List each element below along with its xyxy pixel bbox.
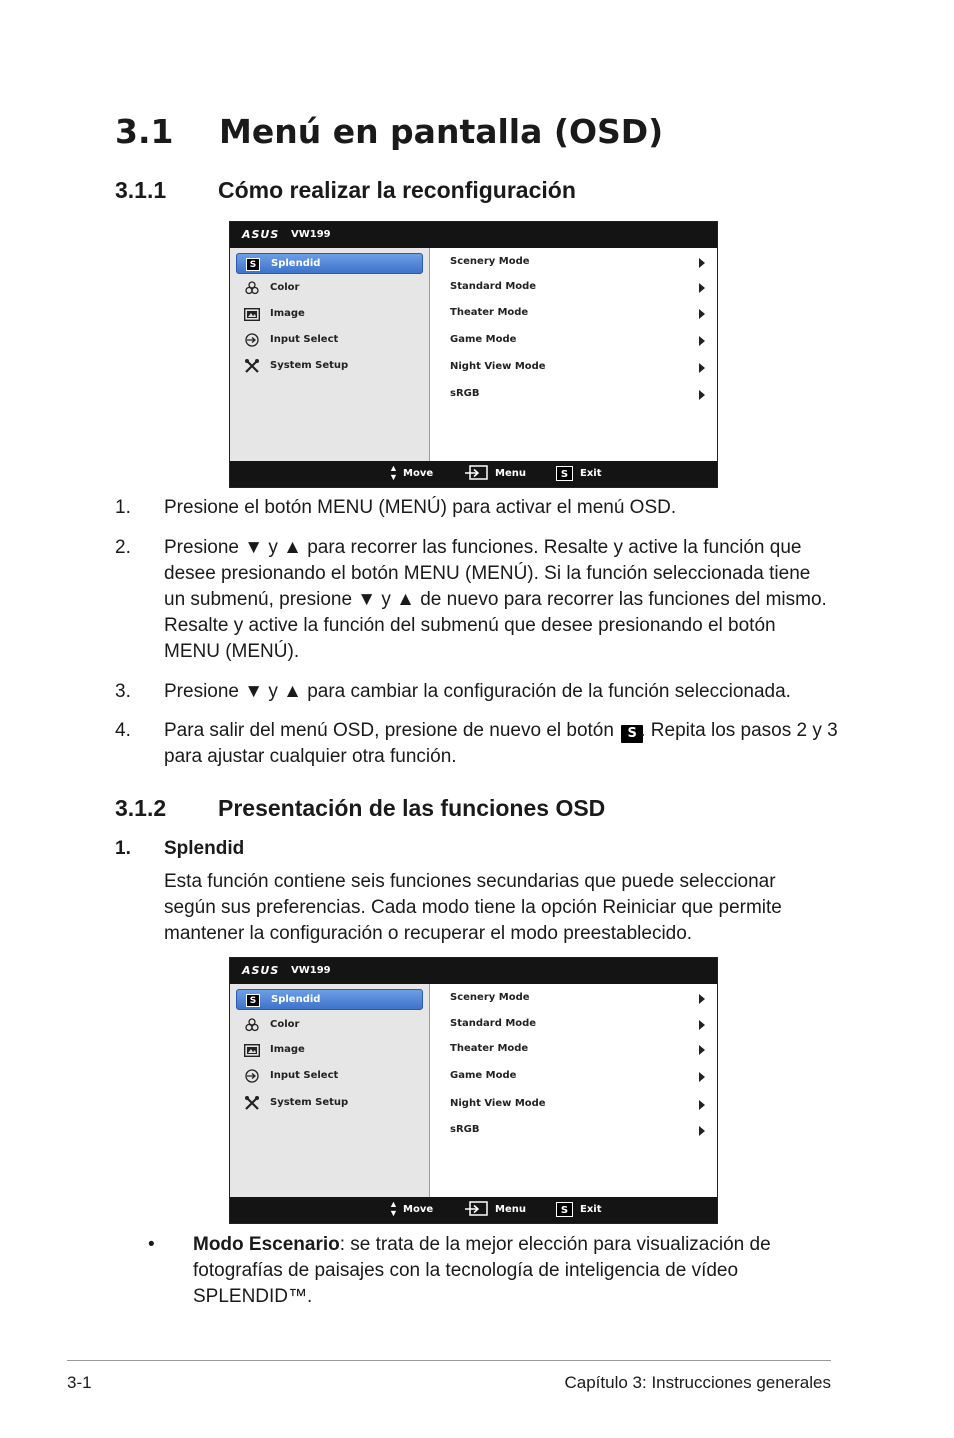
osd-main-menu bbox=[230, 248, 430, 461]
osd-menu-item-input-select[interactable] bbox=[236, 330, 423, 351]
image-icon bbox=[244, 307, 260, 321]
osd-menu-item-system-setup[interactable] bbox=[236, 1093, 423, 1114]
page-number: 3-1 bbox=[67, 1373, 92, 1392]
osd-menu-label: Input Select bbox=[270, 334, 339, 345]
step-text: Presione el botón MENU (MENÚ) para activar el menú OSD. bbox=[164, 497, 677, 518]
input-arrow-icon bbox=[244, 1069, 260, 1083]
osd-footer-menu: Menu bbox=[495, 1204, 526, 1215]
osd-menu-label: Image bbox=[270, 1044, 305, 1055]
feature-title: Splendid bbox=[164, 838, 245, 859]
osd-submenu-item[interactable]: Standard Mode bbox=[450, 280, 705, 298]
osd-menu-label: Input Select bbox=[270, 1070, 339, 1081]
arrow-right-icon bbox=[699, 1045, 705, 1055]
arrow-right-icon bbox=[699, 258, 705, 268]
osd-submenu-item[interactable]: Theater Mode bbox=[450, 1042, 705, 1060]
bullet-description: : se trata de la mejor elección para visualización de fotografías de paisajes con la tecnología de inteligencia de vídeo SPLENDID™. bbox=[193, 1234, 771, 1307]
arrow-right-icon bbox=[699, 1072, 705, 1082]
feature-number: 1. bbox=[115, 838, 131, 859]
osd-menu-item-color[interactable] bbox=[236, 278, 423, 299]
step-number: 4. bbox=[115, 720, 131, 741]
osd-menu-item-splendid[interactable] bbox=[236, 253, 423, 274]
s-key-icon: S bbox=[621, 725, 643, 743]
footer-divider bbox=[67, 1360, 831, 1361]
step-text: Presione ▼ y ▲ para cambiar la configuración de la función seleccionada. bbox=[164, 681, 791, 702]
bullet-term: Modo Escenario bbox=[193, 1234, 340, 1255]
chapter-footer: Capítulo 3: Instrucciones generales bbox=[564, 1373, 831, 1392]
arrow-right-icon bbox=[699, 309, 705, 319]
osd-submenu-item[interactable]: Game Mode bbox=[450, 333, 705, 351]
step-text: Presione ▼ y ▲ para recorrer las funciones. Resalte y active la función que desee presionando el botón MENU (MENÚ). Si la función seleccionada tiene un submenú, presione ▼ y ▲ de nuevo para recorrer las funciones del mismo. Resalte y active la función del submenú que desee presionando el botón MENU (MENÚ). bbox=[164, 537, 827, 662]
osd-menu-item-image[interactable] bbox=[236, 304, 423, 325]
osd-model: VW199 bbox=[291, 965, 331, 976]
osd-main-menu bbox=[230, 984, 430, 1197]
s-key-icon: S bbox=[245, 993, 261, 1007]
osd-footer-exit: Exit bbox=[580, 468, 602, 479]
arrow-right-icon bbox=[699, 994, 705, 1004]
osd-title-bar bbox=[230, 222, 717, 248]
osd-submenu-item[interactable]: Scenery Mode bbox=[450, 255, 705, 273]
chapter-heading bbox=[115, 112, 815, 157]
osd-footer-bar bbox=[230, 1197, 717, 1223]
osd-screenshot-2 bbox=[229, 957, 718, 1224]
osd-menu-label: Image bbox=[270, 308, 305, 319]
image-icon bbox=[244, 1043, 260, 1057]
wrench-icon bbox=[244, 359, 260, 373]
osd-menu-item-image[interactable] bbox=[236, 1040, 423, 1061]
section-heading-osd-functions bbox=[115, 795, 815, 825]
arrow-right-icon bbox=[699, 283, 705, 293]
step-text bbox=[164, 718, 839, 770]
osd-footer-move: Move bbox=[403, 468, 434, 479]
wrench-icon bbox=[244, 1096, 260, 1110]
osd-submenu-item[interactable]: Game Mode bbox=[450, 1069, 705, 1087]
s-key-icon: S bbox=[245, 257, 261, 271]
step-text-part: Para salir del menú OSD, presione de nuevo el botón bbox=[164, 720, 614, 741]
arrow-right-icon bbox=[699, 1100, 705, 1110]
section-number: 3.1.2 bbox=[115, 795, 167, 821]
arrow-right-icon bbox=[699, 363, 705, 373]
asus-logo: ASUS bbox=[242, 964, 280, 977]
menu-enter-icon bbox=[464, 1201, 488, 1219]
osd-menu-label: Splendid bbox=[271, 258, 321, 269]
osd-submenu-item[interactable]: Night View Mode bbox=[450, 1097, 705, 1115]
asus-logo: ASUS bbox=[242, 228, 280, 241]
osd-submenu-item[interactable]: Night View Mode bbox=[450, 360, 705, 378]
color-circles-icon bbox=[244, 1018, 260, 1032]
step-number: 3. bbox=[115, 681, 131, 702]
section-title: Presentación de las funciones OSD bbox=[218, 795, 606, 821]
step-number: 1. bbox=[115, 497, 131, 518]
osd-menu-item-system-setup[interactable] bbox=[236, 356, 423, 377]
arrow-right-icon bbox=[699, 336, 705, 346]
osd-submenu bbox=[430, 984, 717, 1197]
osd-footer-menu: Menu bbox=[495, 468, 526, 479]
arrow-right-icon bbox=[699, 1126, 705, 1136]
section-number: 3.1.1 bbox=[115, 177, 167, 203]
osd-submenu-item[interactable]: Standard Mode bbox=[450, 1017, 705, 1035]
up-down-arrows-icon: ▲ ▼ bbox=[389, 1199, 398, 1218]
osd-menu-label: Color bbox=[270, 282, 300, 293]
chapter-title: Menú en pantalla (OSD) bbox=[219, 112, 664, 151]
osd-submenu-item[interactable]: Theater Mode bbox=[450, 306, 705, 324]
osd-menu-label: Splendid bbox=[271, 994, 321, 1005]
step-text-part: . Repita los pasos 2 y 3 para ajustar cualquier otra función. bbox=[164, 720, 838, 767]
osd-footer-bar bbox=[230, 461, 717, 487]
s-key-icon: S bbox=[556, 466, 573, 481]
osd-menu-label: System Setup bbox=[270, 1097, 349, 1108]
osd-menu-label: Color bbox=[270, 1019, 300, 1030]
input-arrow-icon bbox=[244, 333, 260, 347]
step-number: 2. bbox=[115, 537, 131, 558]
bullet-text bbox=[193, 1232, 808, 1310]
up-down-arrows-icon: ▲ ▼ bbox=[389, 463, 398, 482]
menu-enter-icon bbox=[464, 465, 488, 483]
bullet-marker: • bbox=[148, 1234, 155, 1255]
osd-submenu-item[interactable]: sRGB bbox=[450, 1123, 705, 1141]
osd-submenu-item[interactable]: sRGB bbox=[450, 387, 705, 405]
arrow-right-icon bbox=[699, 1020, 705, 1030]
osd-menu-item-color[interactable] bbox=[236, 1015, 423, 1036]
osd-model: VW199 bbox=[291, 229, 331, 240]
s-key-icon: S bbox=[556, 1202, 573, 1217]
osd-menu-label: System Setup bbox=[270, 360, 349, 371]
color-circles-icon bbox=[244, 281, 260, 295]
osd-title-bar bbox=[230, 958, 717, 984]
osd-footer-move: Move bbox=[403, 1204, 434, 1215]
section-title: Cómo realizar la reconfiguración bbox=[218, 177, 576, 203]
osd-menu-item-splendid[interactable] bbox=[236, 989, 423, 1010]
osd-screenshot-1 bbox=[229, 221, 718, 488]
osd-footer-exit: Exit bbox=[580, 1204, 602, 1215]
osd-menu-item-input-select[interactable] bbox=[236, 1066, 423, 1087]
section-heading-reconfig bbox=[115, 177, 815, 207]
chapter-number: 3.1 bbox=[115, 112, 174, 151]
feature-description: Esta función contiene seis funciones secundarias que puede seleccionar según sus preferencias. Cada modo tiene la opción Reiniciar que permite mantener la configuración o recuperar el modo preestablecido. bbox=[164, 871, 782, 944]
arrow-right-icon bbox=[699, 390, 705, 400]
osd-submenu-item[interactable]: Scenery Mode bbox=[450, 991, 705, 1009]
